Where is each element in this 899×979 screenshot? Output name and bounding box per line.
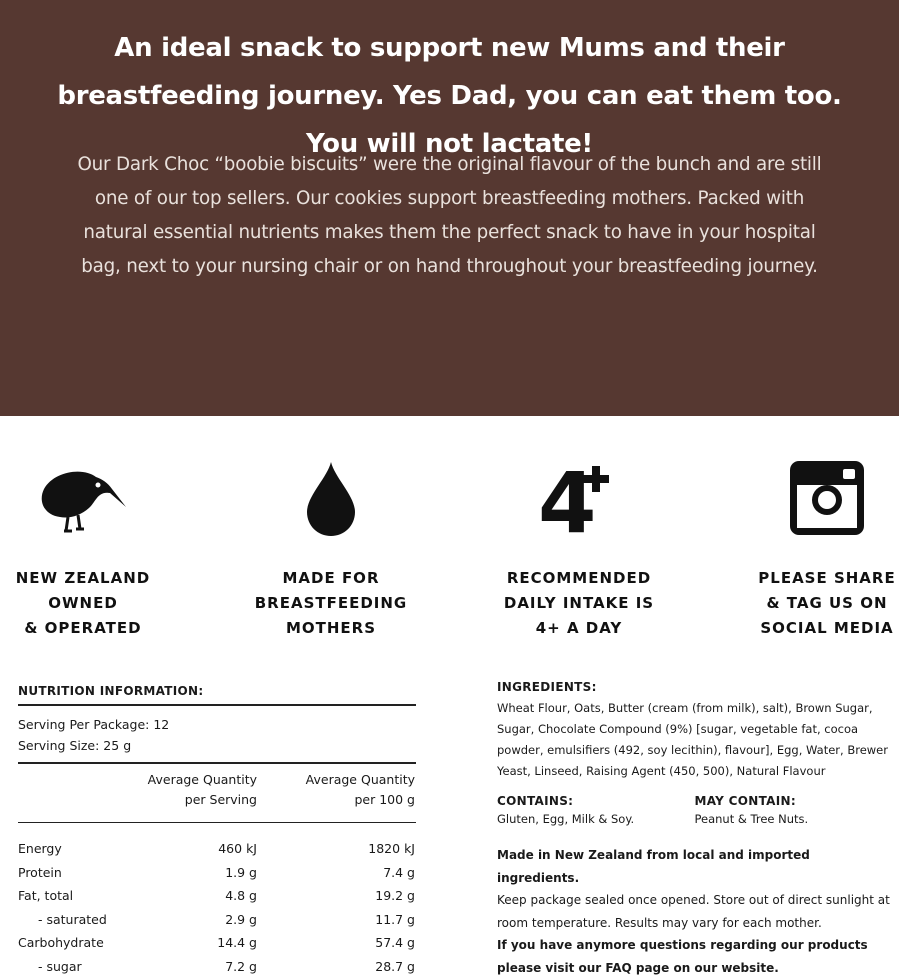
- per-100g-value: 28.7 g: [375, 958, 415, 974]
- contains-title: CONTAINS:: [497, 794, 574, 808]
- nutrient-name: Energy: [18, 841, 62, 856]
- instagram-icon[interactable]: [753, 450, 899, 546]
- feature-line: & TAG US ON: [766, 594, 888, 612]
- feature-line: SOCIAL MEDIA: [760, 619, 894, 637]
- questions-text[interactable]: If you have anymore questions regarding our products please visit our FAQ page on our website.: [497, 938, 868, 975]
- svg-text:4: 4: [538, 456, 597, 540]
- column-header: per Serving: [184, 792, 257, 807]
- column-header: per 100 g: [354, 792, 415, 807]
- table-row: [18, 908, 416, 932]
- per-100g-value: 19.2 g: [375, 888, 415, 903]
- feature-daily-intake: [494, 450, 664, 641]
- ingredients-text: Wheat Flour, Oats, Butter (cream (from milk), salt), Brown Sugar, Sugar, Chocolate Compound (9%) [sugar, vegetable fat, cocoa powder, emulsifiers (492, soy lecithin), flavour], Egg, Water, Brewer Yeast, Linseed, Raising Agent (450, 500), Natural Flavour: [497, 701, 888, 778]
- feature-line: BREASTFEEDING: [254, 594, 408, 612]
- made-in-text: Made in New Zealand from local and imported ingredients.: [497, 848, 810, 885]
- feature-line: OWNED: [48, 594, 118, 612]
- nutrition-panel: [18, 684, 416, 978]
- hero-description: Our Dark Choc “boobie biscuits” were the original flavour of the bunch and are still one of our top sellers. Our cookies support breastfeeding mothers. Packed with natural essential nutrients makes them the perfect snack to have in your hospital bag, next to your nursing chair or on hand throughout your breastfeeding journey.: [77, 154, 822, 277]
- may-contain-value: Peanut & Tree Nuts.: [694, 812, 809, 826]
- per-100g-value: 57.4 g: [375, 935, 415, 950]
- feature-line: MADE FOR: [282, 569, 380, 587]
- per-serving-value: 2.9 g: [225, 911, 257, 927]
- per-serving-value: 14.4 g: [217, 935, 257, 950]
- hero-headline: An ideal snack to support new Mums and their breastfeeding journey. Yes Dad, you can eat them too. You will not lactate!: [57, 33, 842, 159]
- feature-social: [753, 450, 899, 641]
- nutrient-name: Protein: [18, 864, 62, 880]
- feature-line: 4+ A DAY: [535, 619, 623, 637]
- serving-per-package: Serving Per Package: 12: [18, 717, 170, 732]
- per-serving-value: 1.9 g: [225, 864, 257, 880]
- table-row: [18, 861, 416, 885]
- table-row: [18, 884, 416, 908]
- feature-line: DAILY INTAKE IS: [503, 594, 655, 612]
- ingredients-title: INGREDIENTS:: [497, 680, 597, 694]
- per-serving-value: 7.2 g: [225, 958, 257, 974]
- nutrient-name: - saturated: [38, 911, 107, 927]
- per-100g-value: 11.7 g: [375, 911, 415, 927]
- table-row: [18, 931, 416, 955]
- ingredients-panel: [497, 680, 892, 979]
- column-header: Average Quantity: [147, 772, 257, 787]
- milk-drop-icon: [246, 450, 416, 546]
- kiwi-bird-icon: [8, 450, 158, 546]
- nutrition-title: NUTRITION INFORMATION:: [18, 684, 204, 698]
- nutrition-column-headers: [18, 764, 416, 822]
- nutrient-name: Carbohydrate: [18, 935, 104, 950]
- four-plus-icon: [494, 450, 664, 546]
- may-contain-title: MAY CONTAIN:: [694, 794, 796, 808]
- feature-line: RECOMMENDED: [506, 569, 652, 587]
- nutrient-name: - sugar: [38, 958, 82, 974]
- per-serving-value: 4.8 g: [225, 888, 257, 903]
- hero-banner: [0, 0, 899, 416]
- feature-line: NEW ZEALAND: [15, 569, 151, 587]
- feature-breastfeeding: [246, 450, 416, 641]
- feature-nz-owned: [8, 450, 158, 641]
- feature-line: MOTHERS: [285, 619, 377, 637]
- table-row: [18, 837, 416, 861]
- storage-text: Keep package sealed once opened. Store out of direct sunlight at room temperature. Results may vary for each mother.: [497, 893, 890, 930]
- feature-line: PLEASE SHARE: [758, 569, 896, 587]
- per-100g-value: 7.4 g: [383, 864, 415, 880]
- per-serving-value: 460 kJ: [218, 841, 257, 856]
- feature-line: & OPERATED: [24, 619, 142, 637]
- contains-value: Gluten, Egg, Milk & Soy.: [497, 812, 635, 826]
- serving-size: Serving Size: 25 g: [18, 738, 132, 753]
- table-row: [18, 955, 416, 979]
- per-100g-value: 1820 kJ: [368, 841, 415, 856]
- column-header: Average Quantity: [305, 772, 415, 787]
- nutrient-name: Fat, total: [18, 888, 74, 903]
